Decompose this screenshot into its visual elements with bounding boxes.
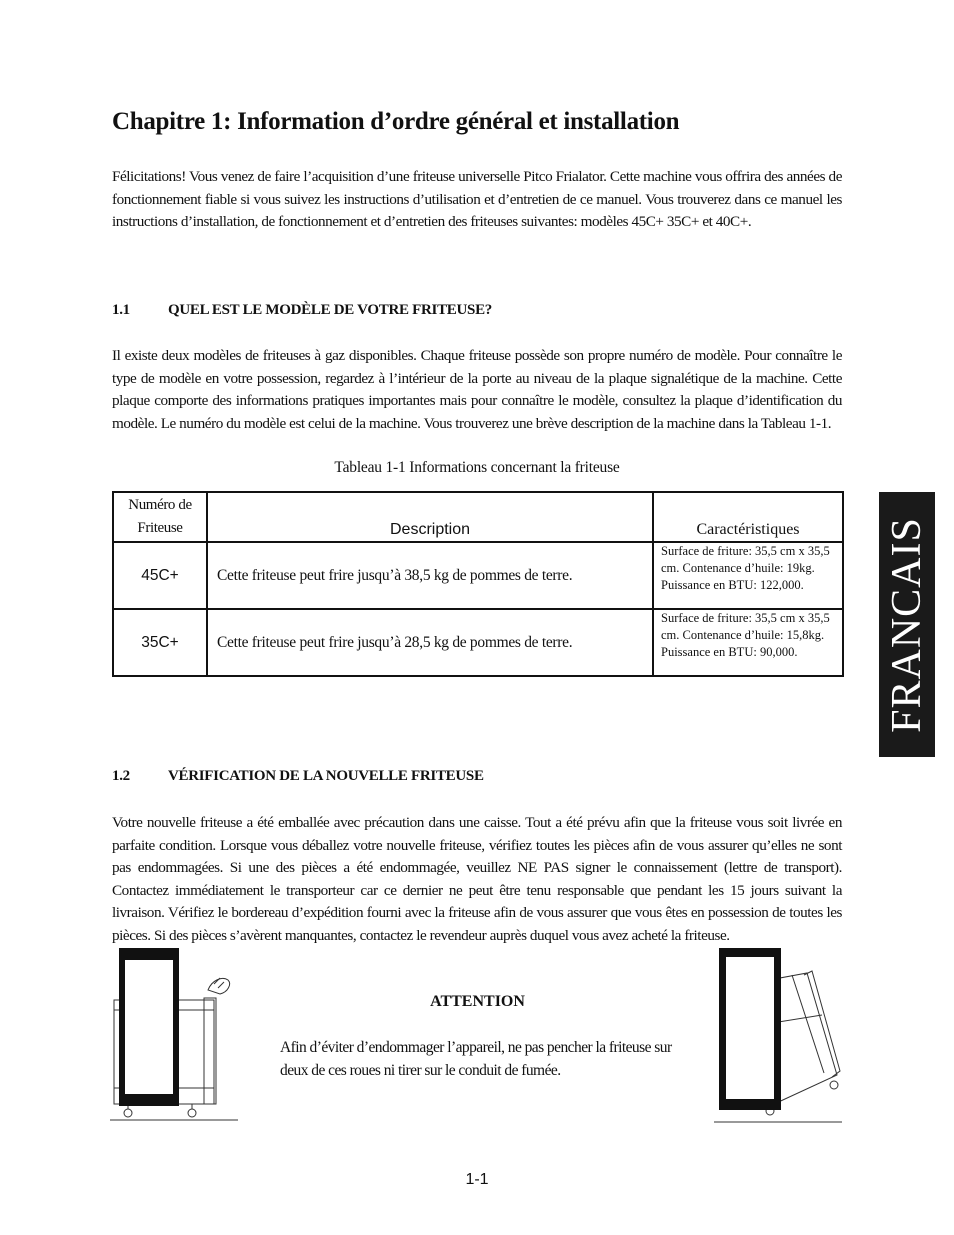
attention-title: ATTENTION (430, 993, 525, 1010)
image-placeholder-block (119, 948, 179, 1106)
table-row (113, 542, 843, 609)
row-features: Surface de friture: 35,5 cm x 35,5 cm. Contenance d’huile: 15,8kg. Puissance en BTU: 90,000. (653, 609, 843, 676)
header-model: Numéro de Friteuse (113, 492, 207, 542)
side-tab-label: FRANCAIS (884, 516, 930, 733)
image-placeholder-block (719, 948, 781, 1110)
attention-text: Afin d’éviter d’endommager l’appareil, ne pas pencher la friteuse sur deux de ces roues ni tirer sur le conduit de fumée. (280, 1039, 672, 1079)
section-1-1-body: Il existe deux modèles de friteuses à gaz disponibles. Chaque friteuse possède son propre numéro de modèle. Pour connaître le type de modèle en votre possession, regardez à l’intérieur de la porte au niveau de la plaque signalétique de la machine. Cette plaque comporte des informations pratiques importantes mais pour connaître le modèle, consultez la plaque d’identification du modèle. Le numéro du modèle est celui de la machine. Vous trouverez une brève description de la machine dans la Tableau 1-1. (112, 347, 842, 432)
row-description: Cette friteuse peut frire jusqu’à 28,5 kg de pommes de terre. (207, 609, 653, 676)
section-1-1-heading (112, 302, 492, 319)
friteuse-table (112, 491, 844, 677)
row-model: 45C+ (113, 542, 207, 609)
table-row (113, 609, 843, 676)
section-1-2-body: Votre nouvelle friteuse a été emballée avec précaution dans une caisse. Tout a été prévu afin que la friteuse vous soit livrée en parfaite condition. Lorsque vous déballez votre nouvelle friteuse, vérifiez toutes les pièces afin de vous assurer qu’elles ne sont pas endommagées. Si une des pièces a été endommagée, veuillez NE PAS signer le connaissement (lettre de transport). Contactez immédiatement le transporteur car ce dernier ne peut être tenu responsable que pendant les 15 jours suivant la livraison. Vérifiez le bordereau d’expédition fourni avec la friteuse afin de vous assurer que vous êtes en possession de toutes les pièces. Si des pièces s’avèrent manquantes, contactez le revendeur auprès duquel vous avez acheté la friteuse. (112, 814, 842, 944)
row-features: Surface de friture: 35,5 cm x 35,5 cm. Contenance d’huile: 19kg. Puissance en BTU: 122,000. (653, 542, 843, 609)
intro-paragraph: Félicitations! Vous venez de faire l’acquisition d’une friteuse universelle Pitco Frialator. Cette machine vous offrira des années de fonctionnement fiable si vous suivez les instructions d’utilisation et d’entretien de ce manuel. Vous trouverez dans ce manuel les instructions d’installation, de fonctionnement et d’entretien des friteuses suivantes: modèles 45C+ 35C+ et 40C+. (112, 168, 842, 231)
section-number: 1.2 (112, 768, 130, 784)
section-title: QUEL EST LE MODÈLE DE VOTRE FRITEUSE? (168, 302, 492, 318)
language-side-tab (879, 492, 935, 757)
section-title: VÉRIFICATION DE LA NOUVELLE FRITEUSE (168, 768, 484, 784)
header-features: Caractéristiques (653, 492, 843, 542)
section-number: 1.1 (112, 302, 130, 318)
row-model: 35C+ (113, 609, 207, 676)
table-caption: Tableau 1-1 Informations concernant la friteuse (334, 459, 620, 476)
chapter-title: Chapitre 1: Information d’ordre général et installation (112, 108, 680, 135)
header-description: Description (207, 492, 653, 542)
row-description: Cette friteuse peut frire jusqu’à 38,5 kg de pommes de terre. (207, 542, 653, 609)
section-1-2-heading (112, 768, 484, 785)
page-number: 1-1 (465, 1171, 489, 1188)
table-header-row (113, 492, 843, 542)
